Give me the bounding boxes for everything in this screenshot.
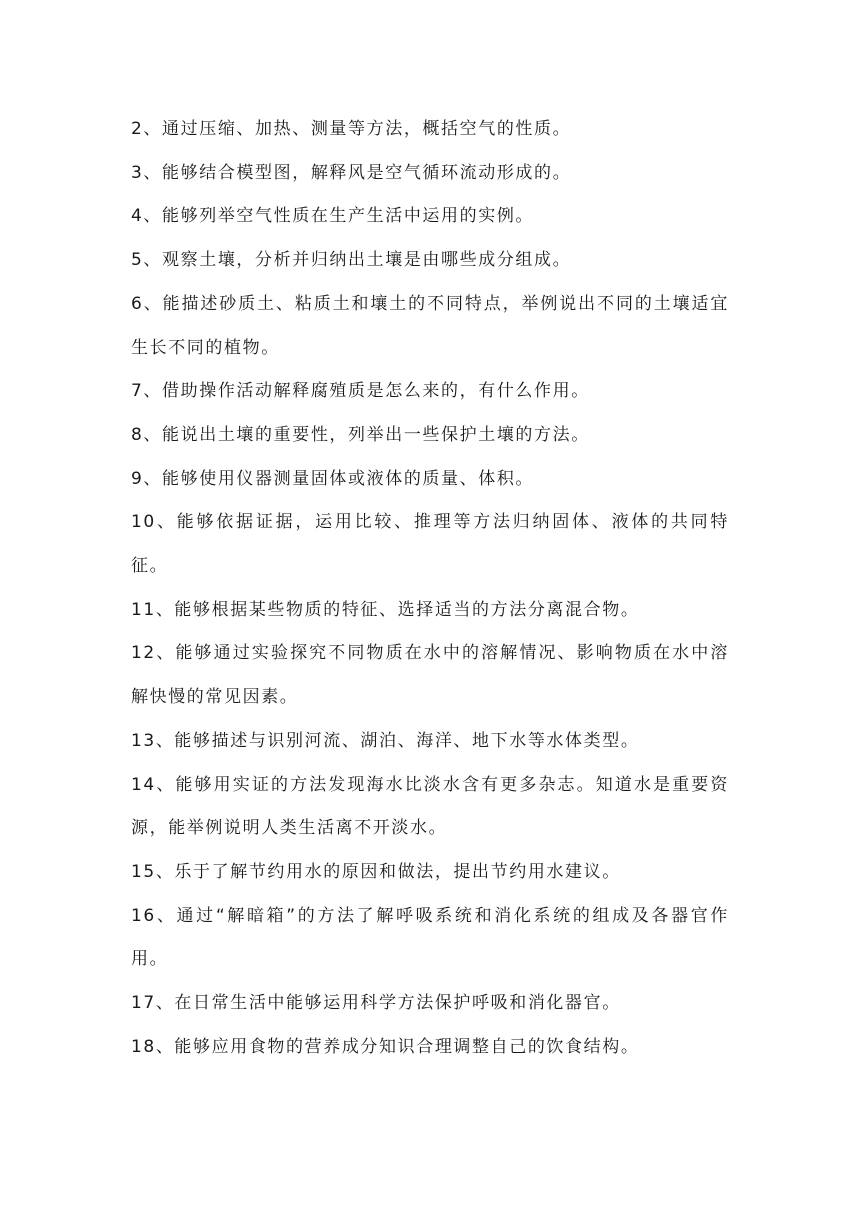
objective-item-2: 2、通过压缩、加热、测量等方法，概括空气的性质。 [131, 119, 572, 139]
objective-item-16: 16、通过“解暗箱”的方法了解呼吸系统和消化系统的组成及各器官作用。 [131, 905, 729, 970]
objective-item-4: 4、能够列举空气性质在生产生活中运用的实例。 [131, 206, 535, 227]
objective-item-7: 7、借助操作活动解释腐殖质是怎么来的，有什么作用。 [131, 381, 590, 402]
objective-item-15: 15、乐于了解节约用水的原因和做法，提出节约用水建议。 [131, 861, 621, 882]
objective-item-12: 12、能够通过实验探究不同物质在水中的溶解情况、影响物质在水中溶解快慢的常见因素。 [131, 643, 729, 708]
objective-item-13: 13、能够描述与识别河流、湖泊、海洋、地下水等水体类型。 [131, 730, 640, 751]
objective-item-10: 10、能够依据证据，运用比较、推理等方法归纳固体、液体的共同特征。 [131, 512, 729, 577]
objective-item-17: 17、在日常生活中能够运用科学方法保护呼吸和消化器官。 [131, 993, 621, 1014]
objective-item-6: 6、能描述砂质土、粘质土和壤土的不同特点，举例说出不同的土壤适宜生长不同的植物。 [131, 293, 729, 358]
objective-item-5: 5、观察土壤，分析并归纳出土壤是由哪些成分组成。 [131, 250, 572, 271]
objective-item-9: 9、能够使用仪器测量固体或液体的质量、体积。 [131, 468, 535, 489]
objective-item-14: 14、能够用实证的方法发现海水比淡水含有更多杂志。知道水是重要资源，能举例说明人类生活离不开淡水。 [131, 774, 729, 839]
objective-item-18: 18、能够应用食物的营养成分知识合理调整自己的饮食结构。 [131, 1036, 640, 1057]
objective-item-11: 11、能够根据某些物质的特征、选择适当的方法分离混合物。 [131, 599, 640, 620]
objective-list [131, 108, 729, 1069]
objective-item-8: 8、能说出土壤的重要性，列举出一些保护土壤的方法。 [131, 424, 590, 445]
objective-item-3: 3、能够结合模型图，解释风是空气循环流动形成的。 [131, 162, 572, 183]
